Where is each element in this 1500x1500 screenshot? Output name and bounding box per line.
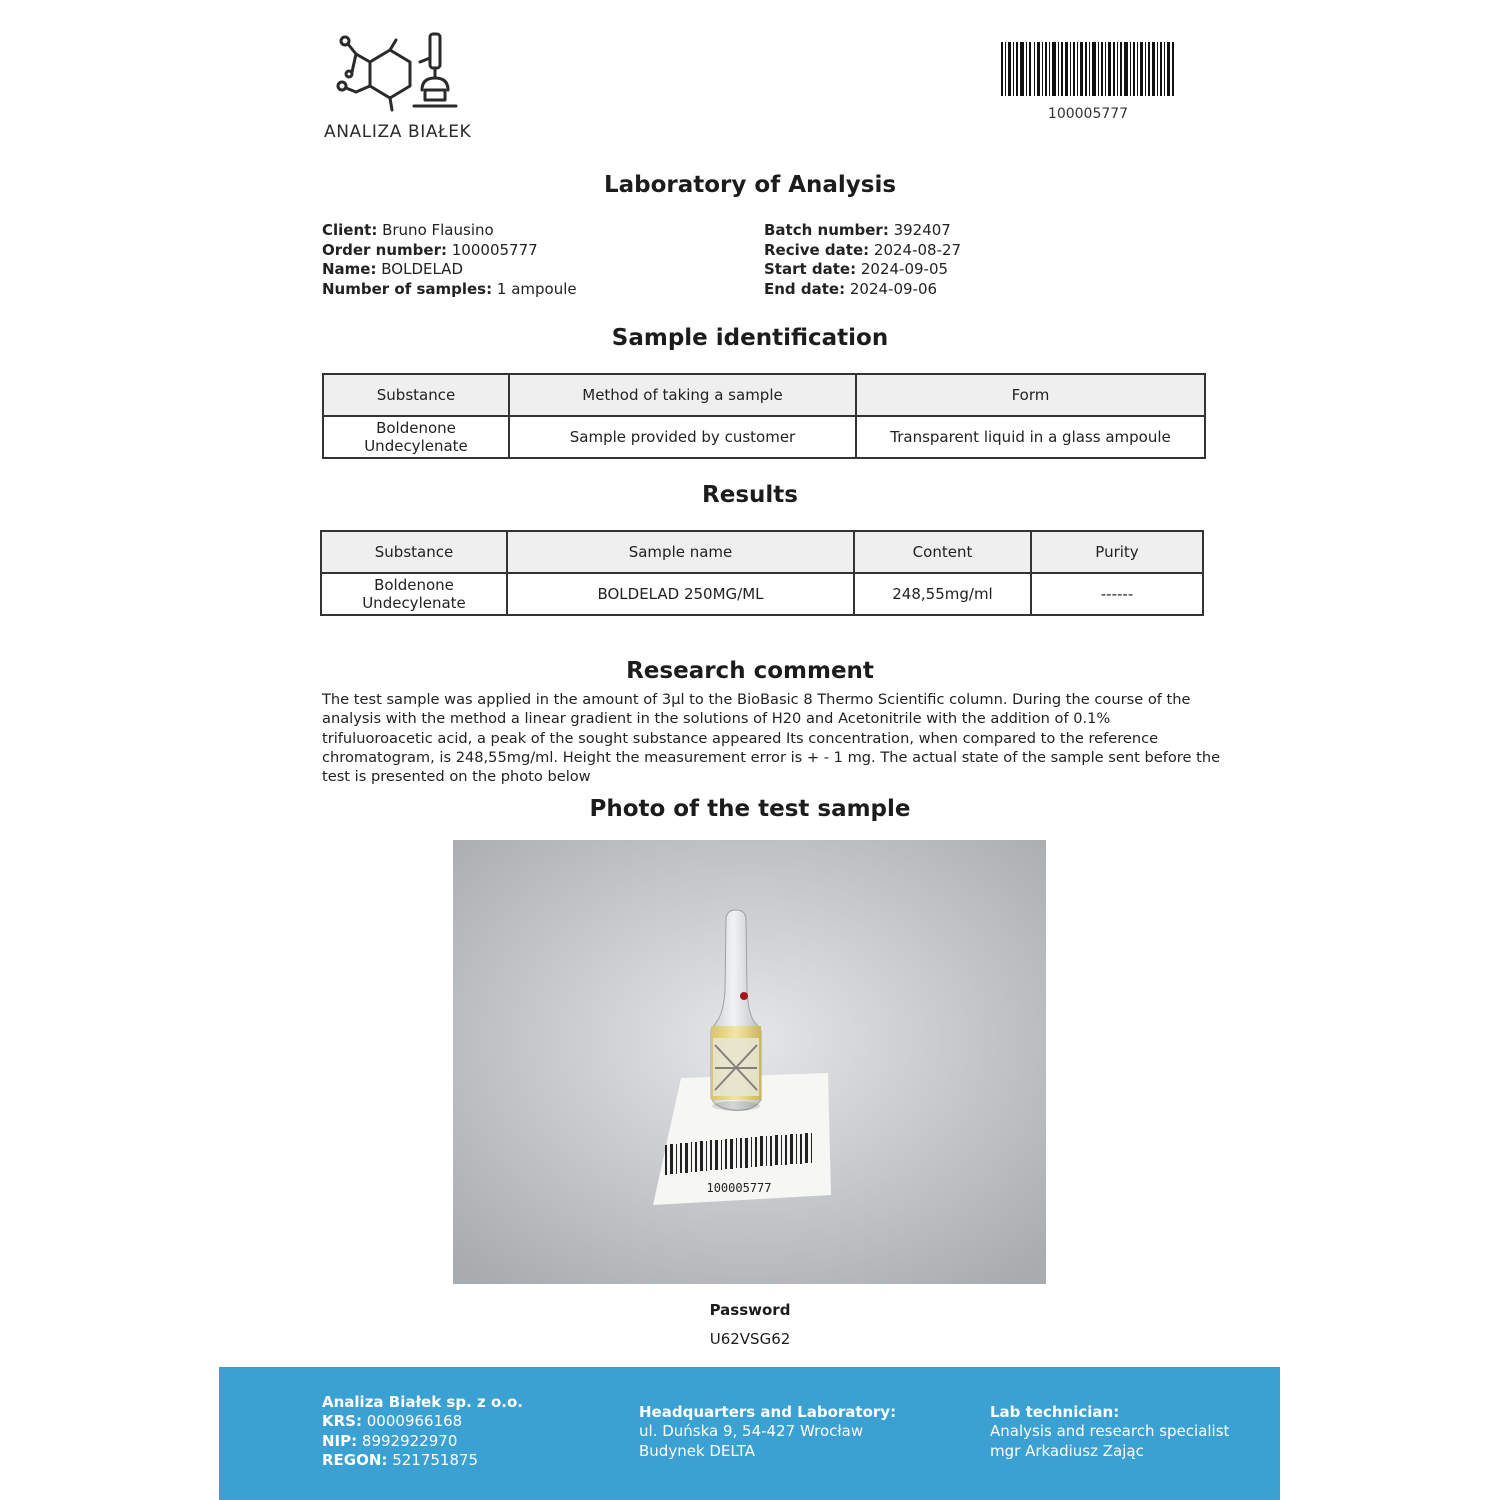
footer-hq-title: Headquarters and Laboratory: bbox=[639, 1403, 897, 1421]
results-heading bbox=[0, 482, 1500, 508]
order-value: 100005777 bbox=[451, 240, 538, 259]
footer-company-name: Analiza Białek sp. z o.o. bbox=[322, 1393, 523, 1411]
header-cell: Substance bbox=[321, 531, 507, 573]
results-heading-text: Results bbox=[702, 482, 798, 508]
footer-krs-value: 0000966168 bbox=[366, 1412, 463, 1431]
sample-identification-heading bbox=[0, 325, 1500, 351]
name-label: Name: bbox=[322, 260, 377, 278]
client-row bbox=[322, 221, 742, 241]
name-row bbox=[322, 260, 742, 280]
batch-label: Batch number: bbox=[764, 221, 889, 239]
research-comment-heading bbox=[0, 658, 1500, 684]
footer-tech-name: mgr Arkadiusz Zając bbox=[990, 1441, 1144, 1460]
table-cell: Boldenone Undecylenate bbox=[323, 416, 509, 458]
header-cell: Purity bbox=[1031, 531, 1203, 573]
footer-company-info bbox=[322, 1393, 622, 1470]
name-value: BOLDELAD bbox=[381, 260, 463, 278]
logo-text: ANALIZA BIAŁEK bbox=[324, 122, 472, 142]
table-cell: Sample provided by customer bbox=[509, 416, 856, 458]
samples-value: 1 ampoule bbox=[496, 279, 577, 298]
barcode-icon bbox=[1001, 42, 1175, 96]
client-value: Bruno Flausino bbox=[382, 221, 494, 239]
footer-nip-value: 8992922970 bbox=[361, 1431, 458, 1450]
order-label: Order number: bbox=[322, 240, 447, 259]
photo-label-number: 100005777 bbox=[706, 1181, 772, 1195]
sample-identification-table bbox=[322, 373, 1206, 459]
header-cell: Form bbox=[856, 374, 1205, 416]
end-row bbox=[764, 280, 1184, 300]
table-header-row bbox=[323, 374, 1205, 416]
info-right bbox=[764, 221, 1184, 299]
end-label: End date: bbox=[764, 279, 846, 298]
footer-regon-label: REGON: bbox=[322, 1450, 388, 1469]
footer-lab-technician bbox=[990, 1403, 1270, 1461]
end-value: 2024-09-06 bbox=[849, 279, 938, 298]
sample-identification-heading-text: Sample identification bbox=[611, 325, 889, 351]
footer-regon-value: 521751875 bbox=[392, 1450, 479, 1469]
receive-row bbox=[764, 241, 1184, 261]
footer-tech-title: Lab technician: bbox=[990, 1403, 1120, 1421]
page-title bbox=[0, 172, 1500, 198]
footer-headquarters bbox=[639, 1403, 959, 1461]
footer-hq-address: ul. Duńska 9, 54-427 Wrocław bbox=[639, 1422, 864, 1441]
table-cell: BOLDELAD 250MG/ML bbox=[507, 573, 854, 615]
header-cell: Sample name bbox=[507, 531, 854, 573]
samples-row bbox=[322, 280, 742, 300]
research-comment-heading-text: Research comment bbox=[626, 658, 874, 684]
batch-value: 392407 bbox=[893, 221, 951, 239]
sample-photo bbox=[453, 840, 1046, 1284]
password-label: Password bbox=[709, 1301, 791, 1319]
table-cell: ------ bbox=[1031, 573, 1203, 615]
batch-row bbox=[764, 221, 1184, 241]
footer-tech-role: Analysis and research specialist bbox=[990, 1422, 1230, 1441]
footer-hq-building: Budynek DELTA bbox=[639, 1441, 755, 1460]
header-cell: Method of taking a sample bbox=[509, 374, 856, 416]
photo-heading-text: Photo of the test sample bbox=[589, 796, 911, 822]
order-row bbox=[322, 241, 742, 261]
table-cell: Boldenone Undecylenate bbox=[321, 573, 507, 615]
info-left bbox=[322, 221, 742, 299]
header-cell: Substance bbox=[323, 374, 509, 416]
client-label: Client: bbox=[322, 221, 378, 239]
footer-krs-label: KRS: bbox=[322, 1412, 362, 1431]
table-row bbox=[321, 573, 1203, 615]
samples-label: Number of samples: bbox=[322, 279, 493, 298]
photo-heading bbox=[0, 796, 1500, 822]
research-comment-text: The test sample was applied in the amount of 3µl to the BioBasic 8 Thermo Scientific column. During the course of the analysis with the method a linear gradient in the solutions of H20 and Acetonitrile with the addition of 0.1% trifuluoroacetic acid, a peak of the sought substance appeared Its concentration, when compared to the reference chromatogram, is 248,55mg/ml. Height the measurement error is + - 1 mg. The actual state of the sample sent before the test is presented on the photo below bbox=[322, 691, 1221, 786]
receive-value: 2024-08-27 bbox=[873, 240, 962, 259]
password-value: U62VSG62 bbox=[709, 1330, 791, 1348]
start-value: 2024-09-05 bbox=[860, 260, 949, 278]
header-cell: Content bbox=[854, 531, 1031, 573]
table-cell: Transparent liquid in a glass ampoule bbox=[856, 416, 1205, 458]
table-cell: 248,55mg/ml bbox=[854, 573, 1031, 615]
results-table bbox=[320, 530, 1204, 616]
molecule-microscope-icon bbox=[322, 30, 502, 125]
table-row bbox=[323, 416, 1205, 458]
footer-nip-label: NIP: bbox=[322, 1431, 358, 1450]
receive-label: Recive date: bbox=[764, 240, 870, 259]
footer bbox=[219, 1367, 1280, 1500]
start-label: Start date: bbox=[764, 260, 857, 278]
start-row bbox=[764, 260, 1184, 280]
page-title-text: Laboratory of Analysis bbox=[603, 172, 897, 198]
barcode-number: 100005777 bbox=[1047, 106, 1129, 122]
table-header-row bbox=[321, 531, 1203, 573]
